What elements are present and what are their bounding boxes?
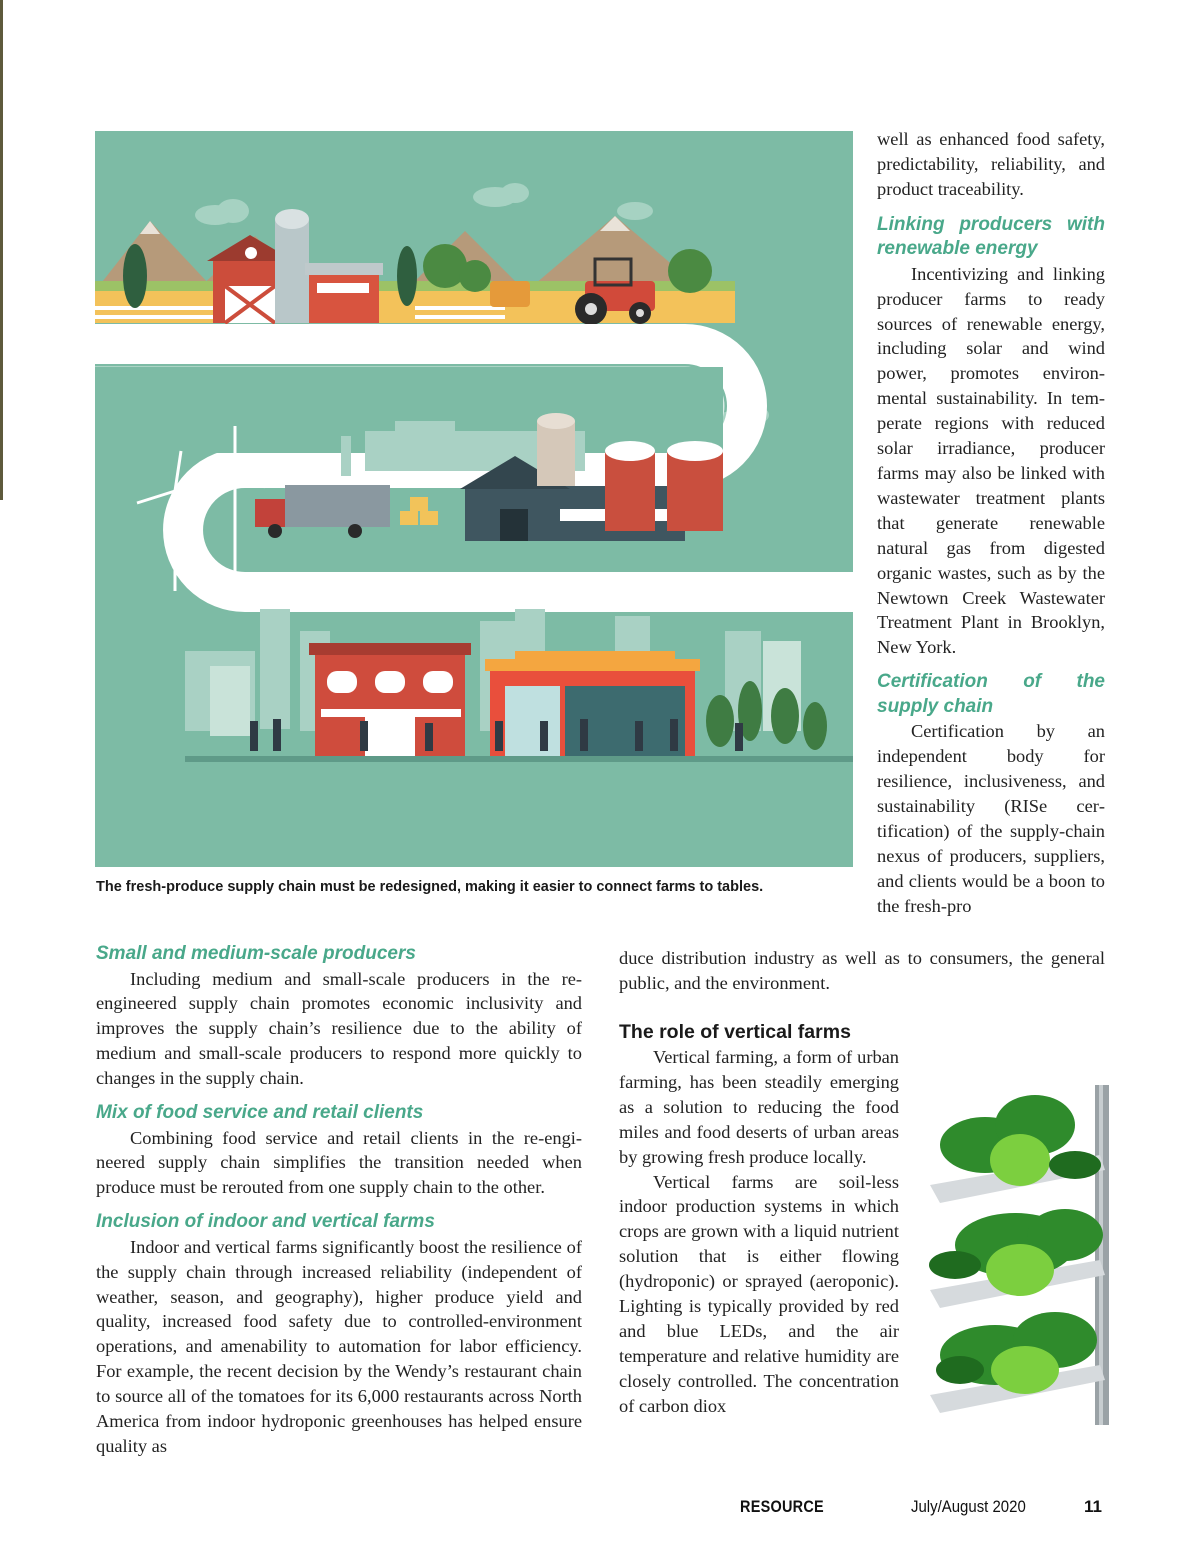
right-intro-paragraph: well as enhanced food safety, predictability, reliability, and product traceability.: [877, 129, 1105, 199]
right-column: [877, 127, 1105, 918]
supply-chain-illustration: [95, 131, 853, 867]
paragraph-small-producers: Including medium and small-scale producers in the re-engineered supply chain promotes economic inclusivity and improves the supply chain’s resilience due to the ability of medium and small-scale producers to respond more quickly to changes in the supply chain.: [96, 968, 582, 1089]
figure-caption: The fresh-produce supply chain must be redesigned, making it easier to connect farms to tables.: [96, 879, 764, 895]
footer-issue-date: July/August 2020: [911, 1497, 1026, 1516]
paragraph-food-service-mix: Combining food service and retail clients in the re-engineered supply chain simplifies the transition needed when produce must be rerouted from one supply chain to the other.: [96, 1127, 582, 1198]
footer-page-number: 11: [1084, 1497, 1102, 1516]
heading-food-service-mix: Mix of food service and retail clients: [96, 1102, 424, 1124]
heading-renewable-energy: Linking producers with renewable energy: [877, 213, 1105, 260]
paragraph-indoor-vertical: Indoor and vertical farms significantly boost the resilience of the supply chain through increased reliability (independent of weather, season, and geography), higher produce yield and quality, increased food safety due to controlled-environment operations, and amenability to automation for labor efficiency. For example, the recent decision by the Wendy’s restaurant chain to source all of the tomatoes for its 6,000 restaurants across North America from indoor hydroponic greenhouses has helped ensure quality as: [96, 1236, 582, 1456]
heading-certification: Certification of the supply chain: [877, 671, 1105, 717]
paragraph-vertical-farming-1: Vertical farming, a form of urban farming, has been steadily emerging as a solution to reducing the food miles and food deserts of urban areas by growing fresh produce locally.: [619, 1047, 899, 1167]
continuation-paragraph: duce distribution industry as well as to consumers, the general public, and the environment.: [619, 948, 1105, 993]
middle-column: [619, 1019, 899, 1419]
heading-vertical-farms: The role of vertical farms: [619, 1021, 851, 1043]
heading-small-producers: Small and medium-scale producers: [96, 943, 416, 964]
paragraph-renewable-energy: Incentivizing and linking producer farms to ready sources of renewable energy, including solar and wind power, promotes environmental sustainability. In temperate regions with reduced solar irradiance, producer farms may also be linked with wastewater treatment plants that generate renewable natural gas from digested organic wastes, such as by the Newtown Creek Wastewater Treatment Plant in Brooklyn, New York.: [877, 263, 1105, 658]
paragraph-vertical-farming-2: Vertical farms are soil-less indoor production systems in which crops are grown with a liquid nutrient solution that is either flowing (hydroponic) or sprayed (aeroponic). Lighting is typically provided by red and blue LEDs, and the air temperature and relative humidity are closely controlled. The concentration of carbon diox: [619, 1171, 899, 1416]
page-edge-line: [0, 0, 3, 500]
left-column: [96, 942, 582, 1459]
footer-magazine-name: RESOURCE: [740, 1497, 824, 1516]
middle-continuation: [619, 946, 1105, 996]
paragraph-certification: Certification by an independent body for resilience, inclusiveness, and sustainability (RISe certification) of the supply-chain nexus of producers, suppliers, and clients would be a boon to the fresh-pro: [877, 721, 1105, 916]
heading-indoor-vertical: Inclusion of indoor and vertical farms: [96, 1211, 435, 1233]
vertical-farm-illustration: [925, 1085, 1140, 1430]
